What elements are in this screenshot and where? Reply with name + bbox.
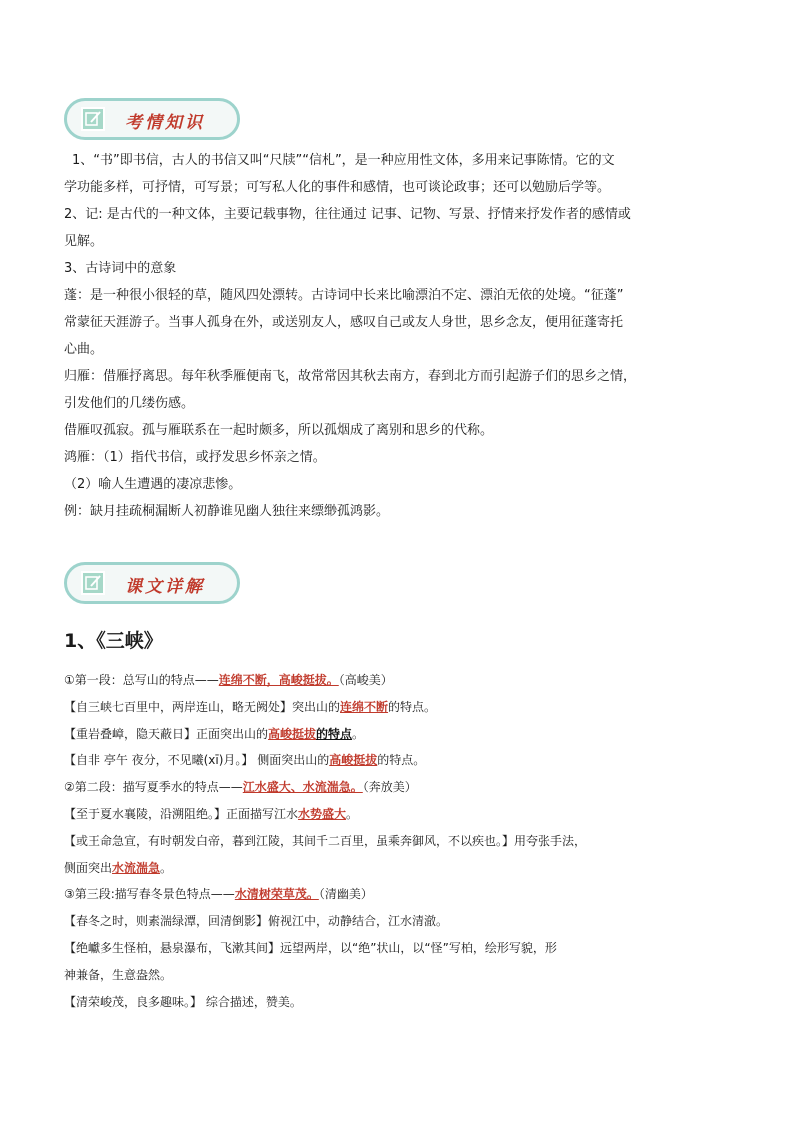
- paragraph: 例：缺月挂疏桐漏断人初静谁见幽人独往来缥缈孤鸿影。: [64, 504, 390, 519]
- paragraph: 鸿雁：（1）指代书信，或抒发思乡怀亲之情。: [64, 450, 326, 465]
- section-banner-knowledge: [64, 98, 240, 140]
- paragraph: 【清荣峻茂，良多趣味。】 综合描述，赞美。: [64, 994, 302, 1009]
- paragraph: 引发他们的几缕伤感。: [64, 396, 195, 411]
- paragraph: 借雁叹孤寂。孤与雁联系在一起时颇多，所以孤烟成了离别和思乡的代称。: [64, 423, 494, 438]
- paragraph: ①第一段：总写山的特点——连绵不断，高峻挺拔。（高峻美）: [64, 673, 393, 687]
- pencil-note-icon: [81, 107, 105, 131]
- paragraph: 【至于夏水襄陵，沿溯阻绝。】正面描写江水水势盛大。: [64, 806, 359, 821]
- paragraph: 【春冬之时，则素湍绿潭，回清倒影】俯视江中，动静结合，江水清澈。: [64, 914, 449, 929]
- paragraph: 【自三峡七百里中，两岸连山，略无阙处】突出山的连绵不断的特点。: [64, 699, 437, 714]
- paragraph: 侧面突出水流湍急。: [64, 860, 173, 875]
- paragraph: 归雁：借雁抒离思。每年秋季雁便南飞，故常常因其秋去南方，春到北方而引起游子们的思乡之情，: [64, 369, 637, 384]
- paragraph: 1、“书”即书信，古人的书信又叫“尺牍”“信札”，是一种应用性文体，多用来记事陈情。它的文: [72, 153, 615, 168]
- paragraph: 见解。: [64, 234, 104, 249]
- paragraph: 3、古诗词中的意象: [64, 261, 177, 276]
- paragraph: 【或王命急宣，有时朝发白帝，暮到江陵，其间千二百里，虽乘奔御风，不以疾也。】用夸张手法，: [64, 833, 587, 848]
- paragraph: 【绝巘多生怪柏，悬泉瀑布，飞漱其间】远望两岸，以“绝”状山，以“怪”写柏，绘形写貌，形: [64, 940, 557, 955]
- paragraph: 神兼备，生意盎然。: [64, 967, 173, 982]
- section-title: 考情知识: [125, 113, 205, 133]
- knowledge-body: [64, 147, 730, 525]
- lesson-heading: 1、《三峡》: [64, 630, 163, 652]
- paragraph: 学功能多样，可抒情，可写景；可写私人化的事件和感情，也可谈论政事；还可以勉励后学等。: [64, 180, 611, 195]
- pencil-note-icon: [81, 571, 105, 595]
- paragraph: 2、记: 是古代的一种文体，主要记载事物，往往通过 记事、记物、写景、抒情来抒发作者的感情或: [64, 207, 631, 222]
- paragraph: 【自非 亭午 夜分，不见曦(xī)月。】 侧面突出山的高峻挺拔的特点。: [64, 753, 426, 768]
- paragraph: 【重岩叠嶂，隐天蔽日】正面突出山的高峻挺拔的特点。: [64, 726, 365, 741]
- paragraph: 常蒙征天涯游子。当事人孤身在外，或送别友人，感叹自己或友人身世，思乡念友，便用征蓬寄托: [64, 315, 624, 330]
- section-banner-lesson: [64, 562, 240, 604]
- lesson-body: [64, 667, 730, 1015]
- section-title: 课文详解: [125, 577, 205, 597]
- paragraph: （2）喻人生遭遇的凄凉悲惨。: [64, 477, 242, 492]
- paragraph: ②第二段：描写夏季水的特点——江水盛大、水流湍急。（奔放美）: [64, 780, 417, 795]
- paragraph: 蓬：是一种很小很轻的草，随风四处漂转。古诗词中长来比喻漂泊不定、漂泊无依的处境。“征蓬”: [64, 288, 624, 303]
- paragraph: 心曲。: [64, 342, 104, 357]
- paragraph: ③第三段:描写春冬景色特点——水清树荣草茂。（清幽美）: [64, 887, 373, 902]
